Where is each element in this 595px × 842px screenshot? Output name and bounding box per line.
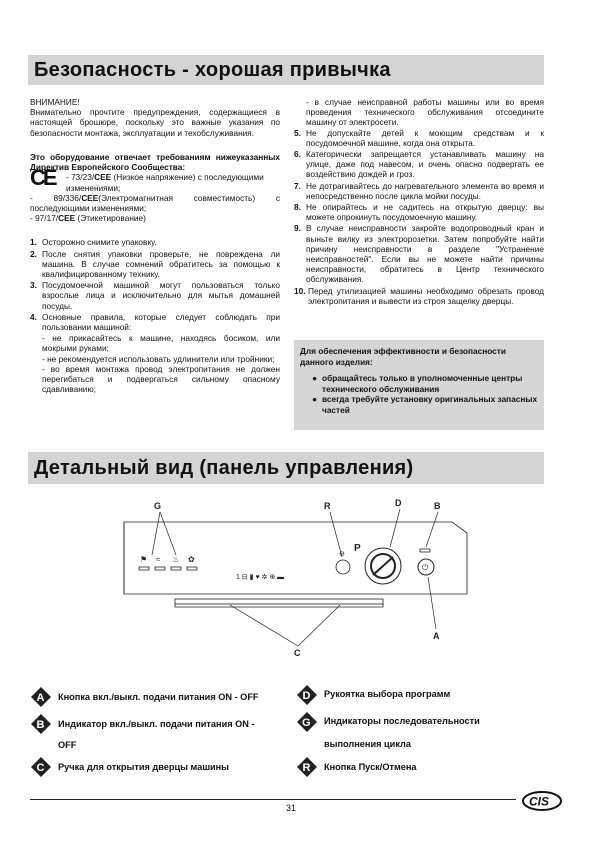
svg-text:C: C bbox=[36, 762, 45, 774]
svg-text:A: A bbox=[36, 692, 45, 704]
svg-text:D: D bbox=[302, 690, 311, 702]
svg-text:⚑: ⚑ bbox=[140, 555, 148, 564]
directive-3: - 97/17/CEE (Этикетирование) bbox=[30, 213, 146, 224]
list-item: 8. Не опирайтесь и не садитесь на открытую дверцу: вы можете опрокинуть посудомоечную машину. bbox=[294, 202, 544, 223]
badge-b-icon bbox=[30, 713, 52, 735]
on-off-indicator bbox=[420, 549, 430, 552]
legend-b-text-2: OFF bbox=[58, 740, 77, 750]
bullet-icon: ● bbox=[312, 394, 318, 404]
badge-d-icon bbox=[296, 684, 318, 706]
label-g: G bbox=[154, 501, 162, 511]
warning-heading: ВНИМАНИЕ! bbox=[30, 97, 80, 107]
badge-c-icon bbox=[30, 756, 52, 778]
svg-text:♨: ♨ bbox=[172, 555, 180, 564]
footer-rule bbox=[30, 799, 516, 800]
warning-text: Внимательно прочтите предупреждения, содержащиеся в настоящей брошюре, поскольку это важные указания по безопасности монтажа, эксплуатации и техобслуживания. bbox=[30, 107, 280, 138]
control-panel-diagram bbox=[0, 495, 595, 670]
list-item: 7. Не дотрагивайтесь до нагревательного элемента во время и непосредственно после цикла мойки посуды. bbox=[294, 180, 544, 201]
label-p: P bbox=[354, 543, 361, 554]
badge-g-icon bbox=[296, 711, 318, 733]
notice-list bbox=[294, 373, 544, 415]
list-item: 9. В случае неисправности закройте водопроводный кран и выньте вилку из электророзетки. Затем попробуйте найти причину неисправности в разделе "Устранение неисправностей". Если вы не можете найти причины неисправности, обратитесь в Центр технического обслуживания. bbox=[294, 223, 544, 285]
svg-text:≈: ≈ bbox=[156, 555, 161, 564]
right-column bbox=[294, 97, 544, 307]
list-item: ● обращайтесь только в уполномоченные центры технического обслуживания bbox=[312, 373, 523, 394]
section-title: Детальный вид (панель управления) bbox=[34, 457, 414, 479]
callout-lines bbox=[152, 509, 438, 646]
bullet-icon: ● bbox=[312, 373, 318, 383]
svg-text:R: R bbox=[302, 762, 311, 774]
program-selector-knob bbox=[354, 543, 401, 584]
left-rule-list bbox=[30, 237, 280, 332]
list-item: 3. Посудомоечной машиной могут пользоваться только взрослые лица и исключительно для мытья домашней посуды. bbox=[30, 280, 280, 311]
list-item: 10. Перед утилизацией машины необходимо обрезать провод электропитания и вывести из строя защелку дверцы. bbox=[294, 285, 544, 306]
directive-1: - 73/23/CEE (Низкое напряжение) с последующими изменениями; bbox=[66, 172, 264, 193]
label-r: R bbox=[324, 501, 331, 511]
svg-text:✿: ✿ bbox=[188, 555, 195, 564]
rule-line: - не прикасайтесь к машине, находясь босиком, или мокрыми руками; bbox=[42, 333, 280, 354]
list-item: 1. Осторожно снимите упаковку. bbox=[30, 237, 157, 248]
label-b: B bbox=[434, 501, 441, 511]
svg-text:CIS: CIS bbox=[529, 794, 550, 809]
list-item: ● всегда требуйте установку оригинальных запасных частей bbox=[312, 394, 538, 415]
legend-r-text: Кнопка Пуск/Отмена bbox=[324, 762, 417, 772]
ce-mark-icon: CE bbox=[30, 165, 55, 191]
legend-b-text: Индикатор вкл./выкл. подачи питания ON - bbox=[58, 719, 255, 729]
program-icons-strip bbox=[236, 573, 284, 581]
svg-text:⊖: ⊖ bbox=[339, 551, 345, 558]
on-off-button bbox=[418, 559, 434, 575]
rule-line: - во время монтажа провод электропитания не должен перегибаться и подвергаться сильному опасному сдавливанию; bbox=[42, 363, 280, 395]
notice-box bbox=[294, 340, 544, 430]
svg-text:B: B bbox=[36, 719, 45, 731]
badge-a-icon bbox=[30, 686, 52, 708]
list-item: 5. Не допускайте детей к моющим средствам и к посудомоечной машине, когда она открыта. bbox=[294, 127, 544, 148]
label-d: D bbox=[395, 498, 402, 508]
svg-text:G: G bbox=[302, 717, 311, 729]
list-item: 2. После снятия упаковки проверьте, не повреждена ли машина. В случае сомнений обратитесь за помощью к квалифицированному технику. bbox=[30, 248, 280, 280]
legend-a-text: Кнопка вкл./выкл. подачи питания ON - OFF bbox=[58, 692, 259, 702]
svg-text:1 ⊟ ▮ ♥ ✲ ⊕ ▬: 1 ⊟ ▮ ♥ ✲ ⊕ ▬ bbox=[236, 574, 285, 581]
section-title: Безопасность - хорошая привычка bbox=[34, 59, 391, 81]
svg-text:⏻: ⏻ bbox=[422, 563, 429, 572]
left-column bbox=[30, 97, 280, 394]
rule-line: - не рекомендуется использовать удлинители или тройники; bbox=[42, 353, 275, 364]
section-title-bar bbox=[28, 55, 544, 85]
notice-heading: Для обеспечения эффективности и безопасности данного изделия: bbox=[300, 346, 506, 367]
label-a: A bbox=[433, 631, 440, 641]
label-c: C bbox=[294, 648, 301, 658]
directive-2: - 89/336/CEE(Электромагнитная совместимость) с последующими изменениями; bbox=[30, 192, 280, 214]
list-item: 6. Категорически запрещается устанавливать машину на улице, даже под навесом, и очень опасно подвергать ее воздействию дождей и гроз. bbox=[294, 149, 544, 180]
list-item: 4. Основные правила, которые следует соблюдать при пользовании машиной: bbox=[30, 311, 280, 333]
page-number: 31 bbox=[286, 803, 297, 813]
section-title-bar bbox=[28, 452, 544, 484]
legend-g-text-2: выполнения цикла bbox=[324, 739, 411, 749]
start-reset-button bbox=[336, 551, 350, 574]
right-rule-list bbox=[294, 128, 544, 306]
directive-intro: Это оборудование отвечает требованиям нижеуказанных Директив Европейского Сообщества: bbox=[30, 151, 280, 173]
legend-d-text: Рукоятка выбора программ bbox=[324, 689, 451, 699]
badge-r-icon bbox=[296, 756, 318, 778]
cycle-indicators bbox=[139, 555, 197, 570]
legend-c-text: Ручка для открытия дверцы машины bbox=[58, 762, 230, 772]
disconnect-text: - в случае неисправной работы машины или во время проведения технического обслуживания отсоедините машину от электросети. bbox=[306, 97, 544, 128]
door-handle bbox=[175, 599, 383, 607]
legend-g-text: Индикаторы последовательности bbox=[324, 716, 480, 726]
cis-logo bbox=[522, 791, 562, 811]
